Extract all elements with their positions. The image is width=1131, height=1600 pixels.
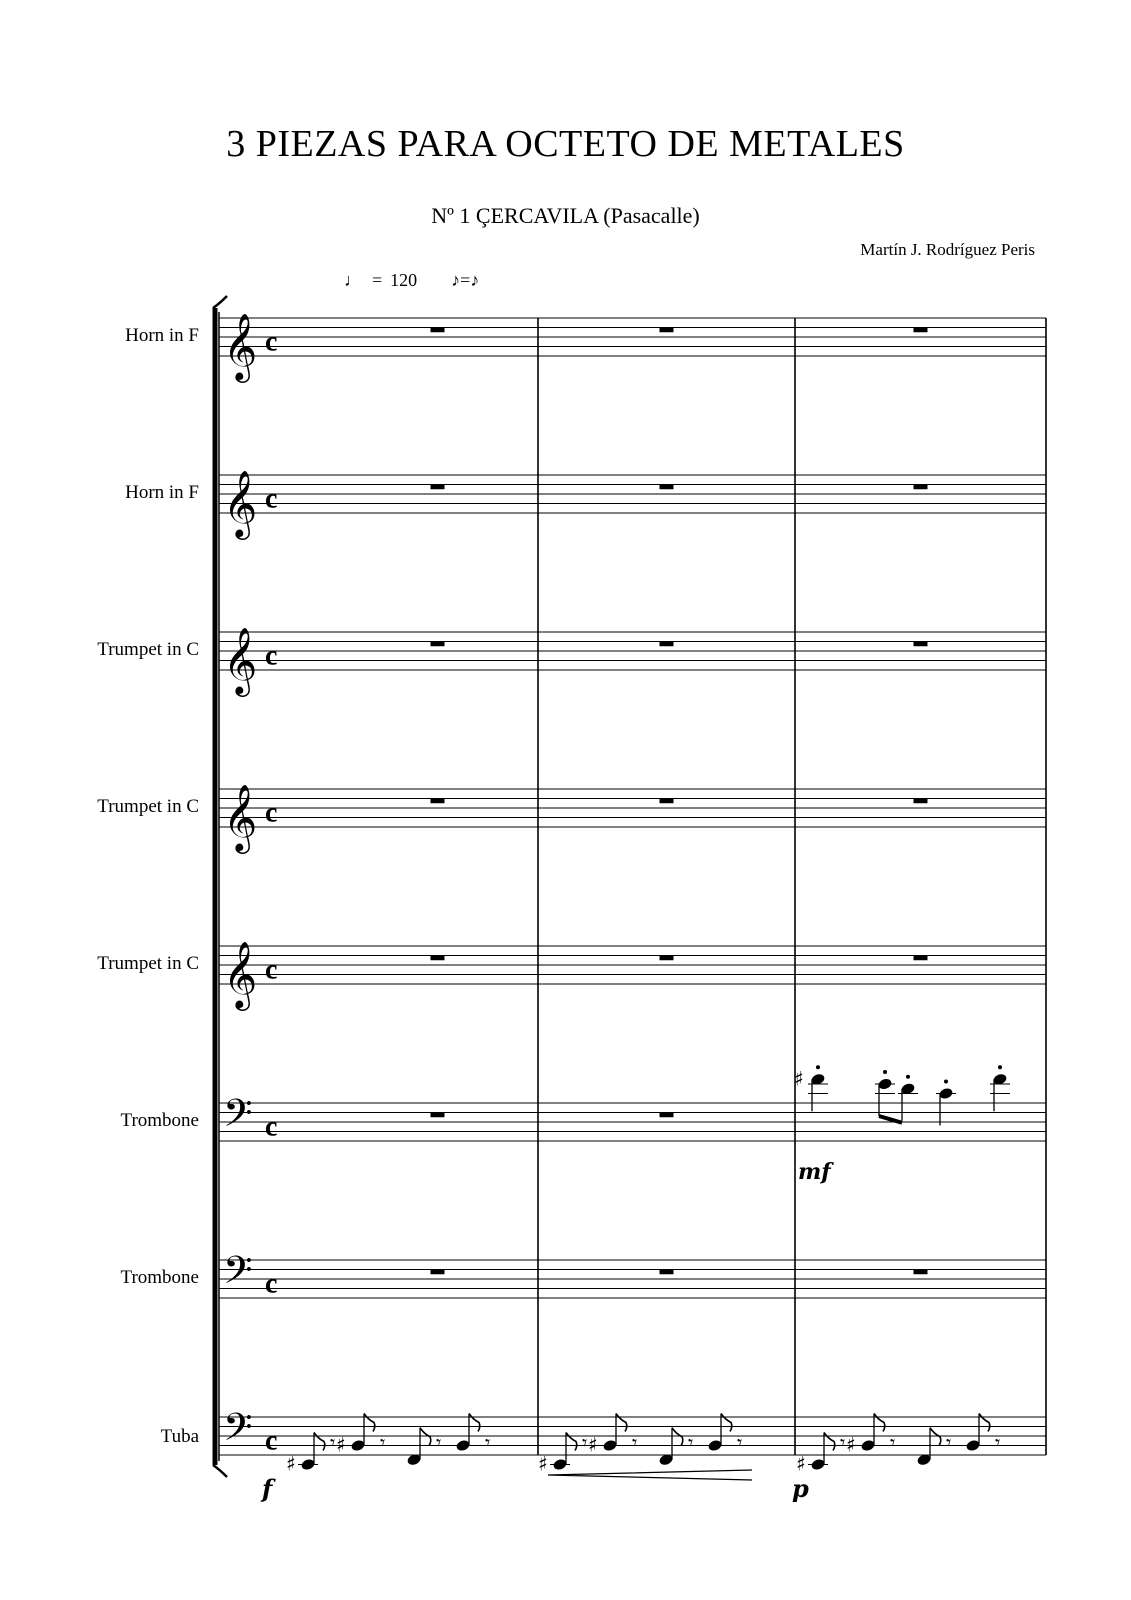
time-signature: c (265, 1111, 278, 1143)
eighth-rest: 𝄾 (632, 1430, 638, 1455)
instrument-label-trumpet-3: Trumpet in C (97, 953, 199, 974)
sharp-icon: ♯ (588, 1432, 598, 1457)
treble-clef-icon: 𝄞 (223, 469, 258, 537)
instrument-label-trombone-1: Trombone (120, 1110, 199, 1131)
score-title: 3 PIEZAS PARA OCTETO DE METALES (226, 123, 905, 165)
eighth-flag (874, 1414, 885, 1432)
eighth-flag (824, 1433, 835, 1451)
staccato-dot (998, 1065, 1002, 1069)
eighth-flag (616, 1414, 627, 1432)
time-signature: c (265, 640, 278, 672)
sharp-icon: ♯ (336, 1432, 346, 1457)
time-signature: c (265, 483, 278, 515)
whole-rest (914, 799, 928, 804)
decrescendo-hairpin (548, 1470, 752, 1480)
bass-clef-icon: 𝄢 (223, 1247, 253, 1302)
tempo-bpm: 120 (390, 270, 418, 290)
whole-rest (914, 328, 928, 333)
eighth-flag (566, 1433, 577, 1451)
instrument-label-horn-2: Horn in F (125, 482, 199, 503)
dynamic-p: p (792, 1474, 809, 1503)
bracket-top-hook (213, 296, 227, 308)
treble-clef-icon: 𝄞 (223, 940, 258, 1008)
eighth-rest: 𝄾 (737, 1430, 743, 1455)
time-signature: c (265, 797, 278, 829)
whole-rest (431, 642, 445, 647)
staccato-dot (944, 1080, 948, 1084)
treble-clef-icon: 𝄞 (223, 626, 258, 694)
time-signature: c (265, 1268, 278, 1300)
eighth-flag (364, 1414, 375, 1432)
eighth-flag (469, 1414, 480, 1432)
eighth-flag (314, 1433, 325, 1451)
swing-marking: ♪=♪ (451, 270, 480, 290)
bracket-bottom-hook (213, 1465, 227, 1477)
time-signature: c (265, 954, 278, 986)
whole-rest (431, 799, 445, 804)
whole-rest (431, 328, 445, 333)
piece-subtitle: Nº 1 ÇERCAVILA (Pasacalle) (431, 203, 700, 228)
staccato-dot (816, 1065, 820, 1069)
eighth-rest: 𝄾 (330, 1430, 336, 1455)
eighth-rest: 𝄾 (840, 1430, 846, 1455)
time-signature: c (265, 326, 278, 358)
sharp-icon: ♯ (796, 1451, 806, 1476)
instrument-label-horn-1: Horn in F (125, 325, 199, 346)
whole-rest (660, 485, 674, 490)
quarter-note-icon: ♩ (344, 270, 362, 290)
whole-rest (660, 956, 674, 961)
instrument-label-trumpet-2: Trumpet in C (97, 796, 199, 817)
eighth-flag (721, 1414, 732, 1432)
treble-clef-icon: 𝄞 (223, 312, 258, 380)
staccato-dot (883, 1070, 887, 1074)
whole-rest (660, 799, 674, 804)
time-signature: c (265, 1425, 278, 1457)
dynamic-mf: mf (798, 1159, 831, 1185)
whole-rest (431, 1270, 445, 1275)
whole-rest (660, 1270, 674, 1275)
instrument-label-trumpet-1: Trumpet in C (97, 639, 199, 660)
instrument-label-trombone-2: Trombone (120, 1267, 199, 1288)
staccato-dot (906, 1075, 910, 1079)
whole-rest (660, 328, 674, 333)
eighth-rest: 𝄾 (995, 1430, 1001, 1455)
eighth-flag (979, 1414, 990, 1432)
sharp-icon: ♯ (794, 1066, 804, 1091)
instrument-label-tuba: Tuba (160, 1426, 199, 1447)
tempo-equals: = (372, 270, 383, 290)
eighth-rest: 𝄾 (688, 1430, 694, 1455)
eighth-rest: 𝄾 (946, 1430, 952, 1455)
sharp-icon: ♯ (846, 1432, 856, 1457)
eighth-rest: 𝄾 (582, 1430, 588, 1455)
bass-clef-icon: 𝄢 (223, 1404, 253, 1459)
whole-rest (660, 642, 674, 647)
composer-name: Martín J. Rodríguez Peris (860, 240, 1035, 259)
whole-rest (660, 1113, 674, 1118)
whole-rest (914, 1270, 928, 1275)
whole-rest (914, 956, 928, 961)
eighth-rest: 𝄾 (485, 1430, 491, 1455)
whole-rest (914, 485, 928, 490)
whole-rest (431, 956, 445, 961)
sharp-icon: ♯ (538, 1451, 548, 1476)
sharp-icon: ♯ (286, 1451, 296, 1476)
whole-rest (914, 642, 928, 647)
eighth-rest: 𝄾 (890, 1430, 896, 1455)
eighth-flag (930, 1428, 941, 1446)
whole-rest (431, 485, 445, 490)
eighth-flag (420, 1428, 431, 1446)
whole-rest (431, 1113, 445, 1118)
eighth-rest: 𝄾 (436, 1430, 442, 1455)
treble-clef-icon: 𝄞 (223, 783, 258, 851)
bass-clef-icon: 𝄢 (223, 1090, 253, 1145)
eighth-rest: 𝄾 (380, 1430, 386, 1455)
dynamic-f: f (262, 1474, 273, 1503)
eighth-flag (672, 1428, 683, 1446)
